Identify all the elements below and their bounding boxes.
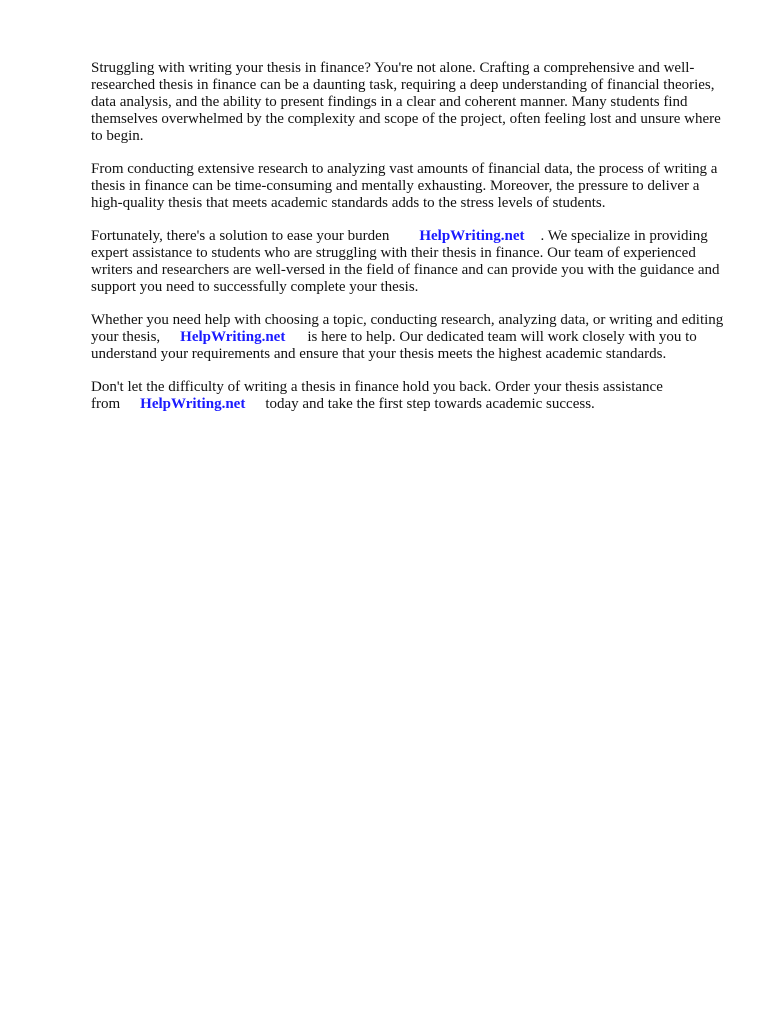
document-body (91, 60, 731, 429)
paragraph-solution (91, 228, 731, 296)
helpwriting-link-3[interactable]: HelpWriting.net (140, 396, 246, 412)
paragraph-cta (91, 379, 731, 413)
paragraph-services-text-before: Whether you need help with choosing a topic, conducting research, analyzing data, or writing and editing your thesis, (91, 312, 724, 345)
paragraph-cta-text-after: today and take the first step towards academic success. (265, 396, 595, 412)
paragraph-cta-text-before: Don't let the difficulty of writing a thesis in finance hold you back. Order your thesis assistance from (91, 379, 663, 412)
paragraph-solution-text-after: . We specialize in providing expert assistance to students who are struggling with their thesis in finance. Our team of experienced writers and researchers are well-versed in the field of finance and can provide you with the guidance and support you need to successfully complete your thesis. (91, 228, 720, 295)
paragraph-intro: Struggling with writing your thesis in finance? You're not alone. Crafting a comprehensive and well-researched thesis in finance can be a daunting task, requiring a deep understanding of financial theories, data analysis, and the ability to present findings in a clear and coherent manner. Many students find themselves overwhelmed by the complexity and scope of the project, often feeling lost and unsure where to begin. (91, 60, 721, 144)
helpwriting-link-2[interactable]: HelpWriting.net (180, 329, 286, 345)
paragraph-services (91, 312, 731, 363)
paragraph-services-text-after: is here to help. Our dedicated team will work closely with you to understand your requirements and ensure that your thesis meets the highest academic standards. (91, 329, 697, 362)
helpwriting-link-1[interactable]: HelpWriting.net (419, 228, 525, 244)
paragraph-solution-text-before: Fortunately, there's a solution to ease your burden (91, 228, 390, 244)
paragraph-process: From conducting extensive research to analyzing vast amounts of financial data, the process of writing a thesis in finance can be time-consuming and mentally exhausting. Moreover, the pressure to deliver a high-quality thesis that meets academic standards adds to the stress levels of students. (91, 161, 718, 211)
